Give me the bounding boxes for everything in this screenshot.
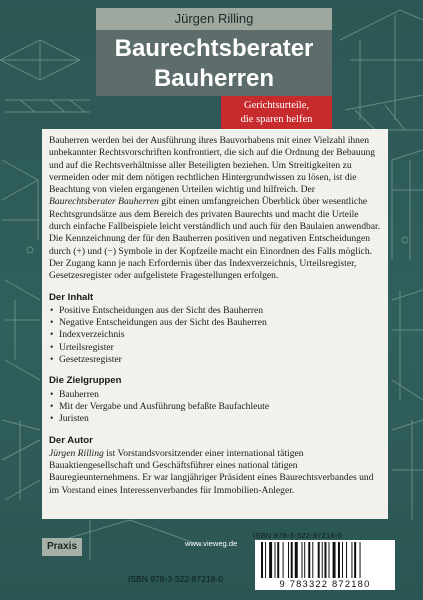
publisher-url: www.vieweg.de <box>185 539 238 548</box>
barcode-bars <box>261 542 389 578</box>
tagline-line-1: Gerichtsurteile, <box>243 100 309 111</box>
series-badge: Praxis <box>42 538 82 556</box>
author-name: Jürgen Rilling <box>96 8 332 30</box>
intro-paragraph <box>49 135 382 283</box>
zielgruppen-list <box>49 389 382 426</box>
book-title <box>96 30 332 96</box>
list-item: • Gesetzesregister <box>49 354 382 366</box>
list-item: • Mit der Vergabe und Ausführung befaßte Baufachleute <box>49 401 382 413</box>
autor-name: Jürgen Rilling <box>49 447 104 459</box>
book-title-line-1: Baurechtsberater <box>114 35 314 62</box>
inhalt-heading: Der Inhalt <box>49 291 94 303</box>
autor-heading: Der Autor <box>49 434 93 446</box>
intro-text-part1: Bauherren werden bei der Ausführung ihres Bauvorhabens mit einer Vielzahl ihnen unbekannter Rechtsvorschriften konfrontiert, die sich auf die Ordnung der Bebauung und auf die Rechtsverhältnisse aller Beteiligten beziehen. Um Streitigkeiten zu vermeiden oder mit dem nötigen rechtlichen Hintergrundwissen zu lösen, ist die Beachtung von vielen ergangenen Urteilen wichtig und hilfreich. Der <box>49 135 376 196</box>
description-panel <box>42 129 388 519</box>
autor-bio: ist Vorstandsvorsitzender einer international tätigen Bauaktiengesellschaft und Geschäftsführer eines national tätigen Bauregieunternehmens. Er war langjähriger Präsident eines Baurechtsverbandes und im Vorstand eines Interessenverbandes für Immobilien-Anleger. <box>49 447 374 496</box>
zielgruppen-heading: Die Zielgruppen <box>49 375 122 387</box>
intro-book-title: Baurechtsberater Bauherren <box>49 196 159 208</box>
tagline-line-2: die sparen helfen <box>240 114 313 125</box>
isbn-label: ISBN 978-3-322-87218-0 <box>253 531 343 540</box>
list-item: • Juristen <box>49 413 382 425</box>
list-item: • Positive Entscheidungen aus der Sicht des Bauherren <box>49 305 382 317</box>
barcode <box>255 540 395 590</box>
inhalt-list <box>49 305 382 366</box>
barcode-digits: 9 783322 872180 <box>279 578 371 589</box>
autor-paragraph <box>49 448 382 497</box>
list-item: • Bauherren <box>49 389 382 401</box>
tagline-badge <box>221 96 332 129</box>
intro-text-part2: gibt einen umfangreichen Überblick über wesentliche Rechtsgrundsätze aus dem Bereich des privaten Baurechts und macht die Urteile durch einfache Fallbeispiele leicht verständlich und auch für den Baulaien anwendbar. Die Kennzeichnung der für den Bauherren positiven und negativen Entscheidungen durch (+) und (−) Symbole in der Kopfzeile macht ein Einordnen des Falls möglich. Der Zugang kann je nach Erfordernis über das Indexverzeichnis, Urteilsregister, Gesetzesregister oder aufgelistete Fragestellungen erfolgen. <box>49 196 381 282</box>
list-item: • Urteilsregister <box>49 342 382 354</box>
list-item: • Indexverzeichnis <box>49 329 382 341</box>
list-item: • Negative Entscheidungen aus der Sicht des Bauherren <box>49 317 382 329</box>
book-title-line-2: Bauherren <box>153 65 275 92</box>
isbn-bottom-label: ISBN 978-3-322-87218-0 <box>128 574 223 584</box>
